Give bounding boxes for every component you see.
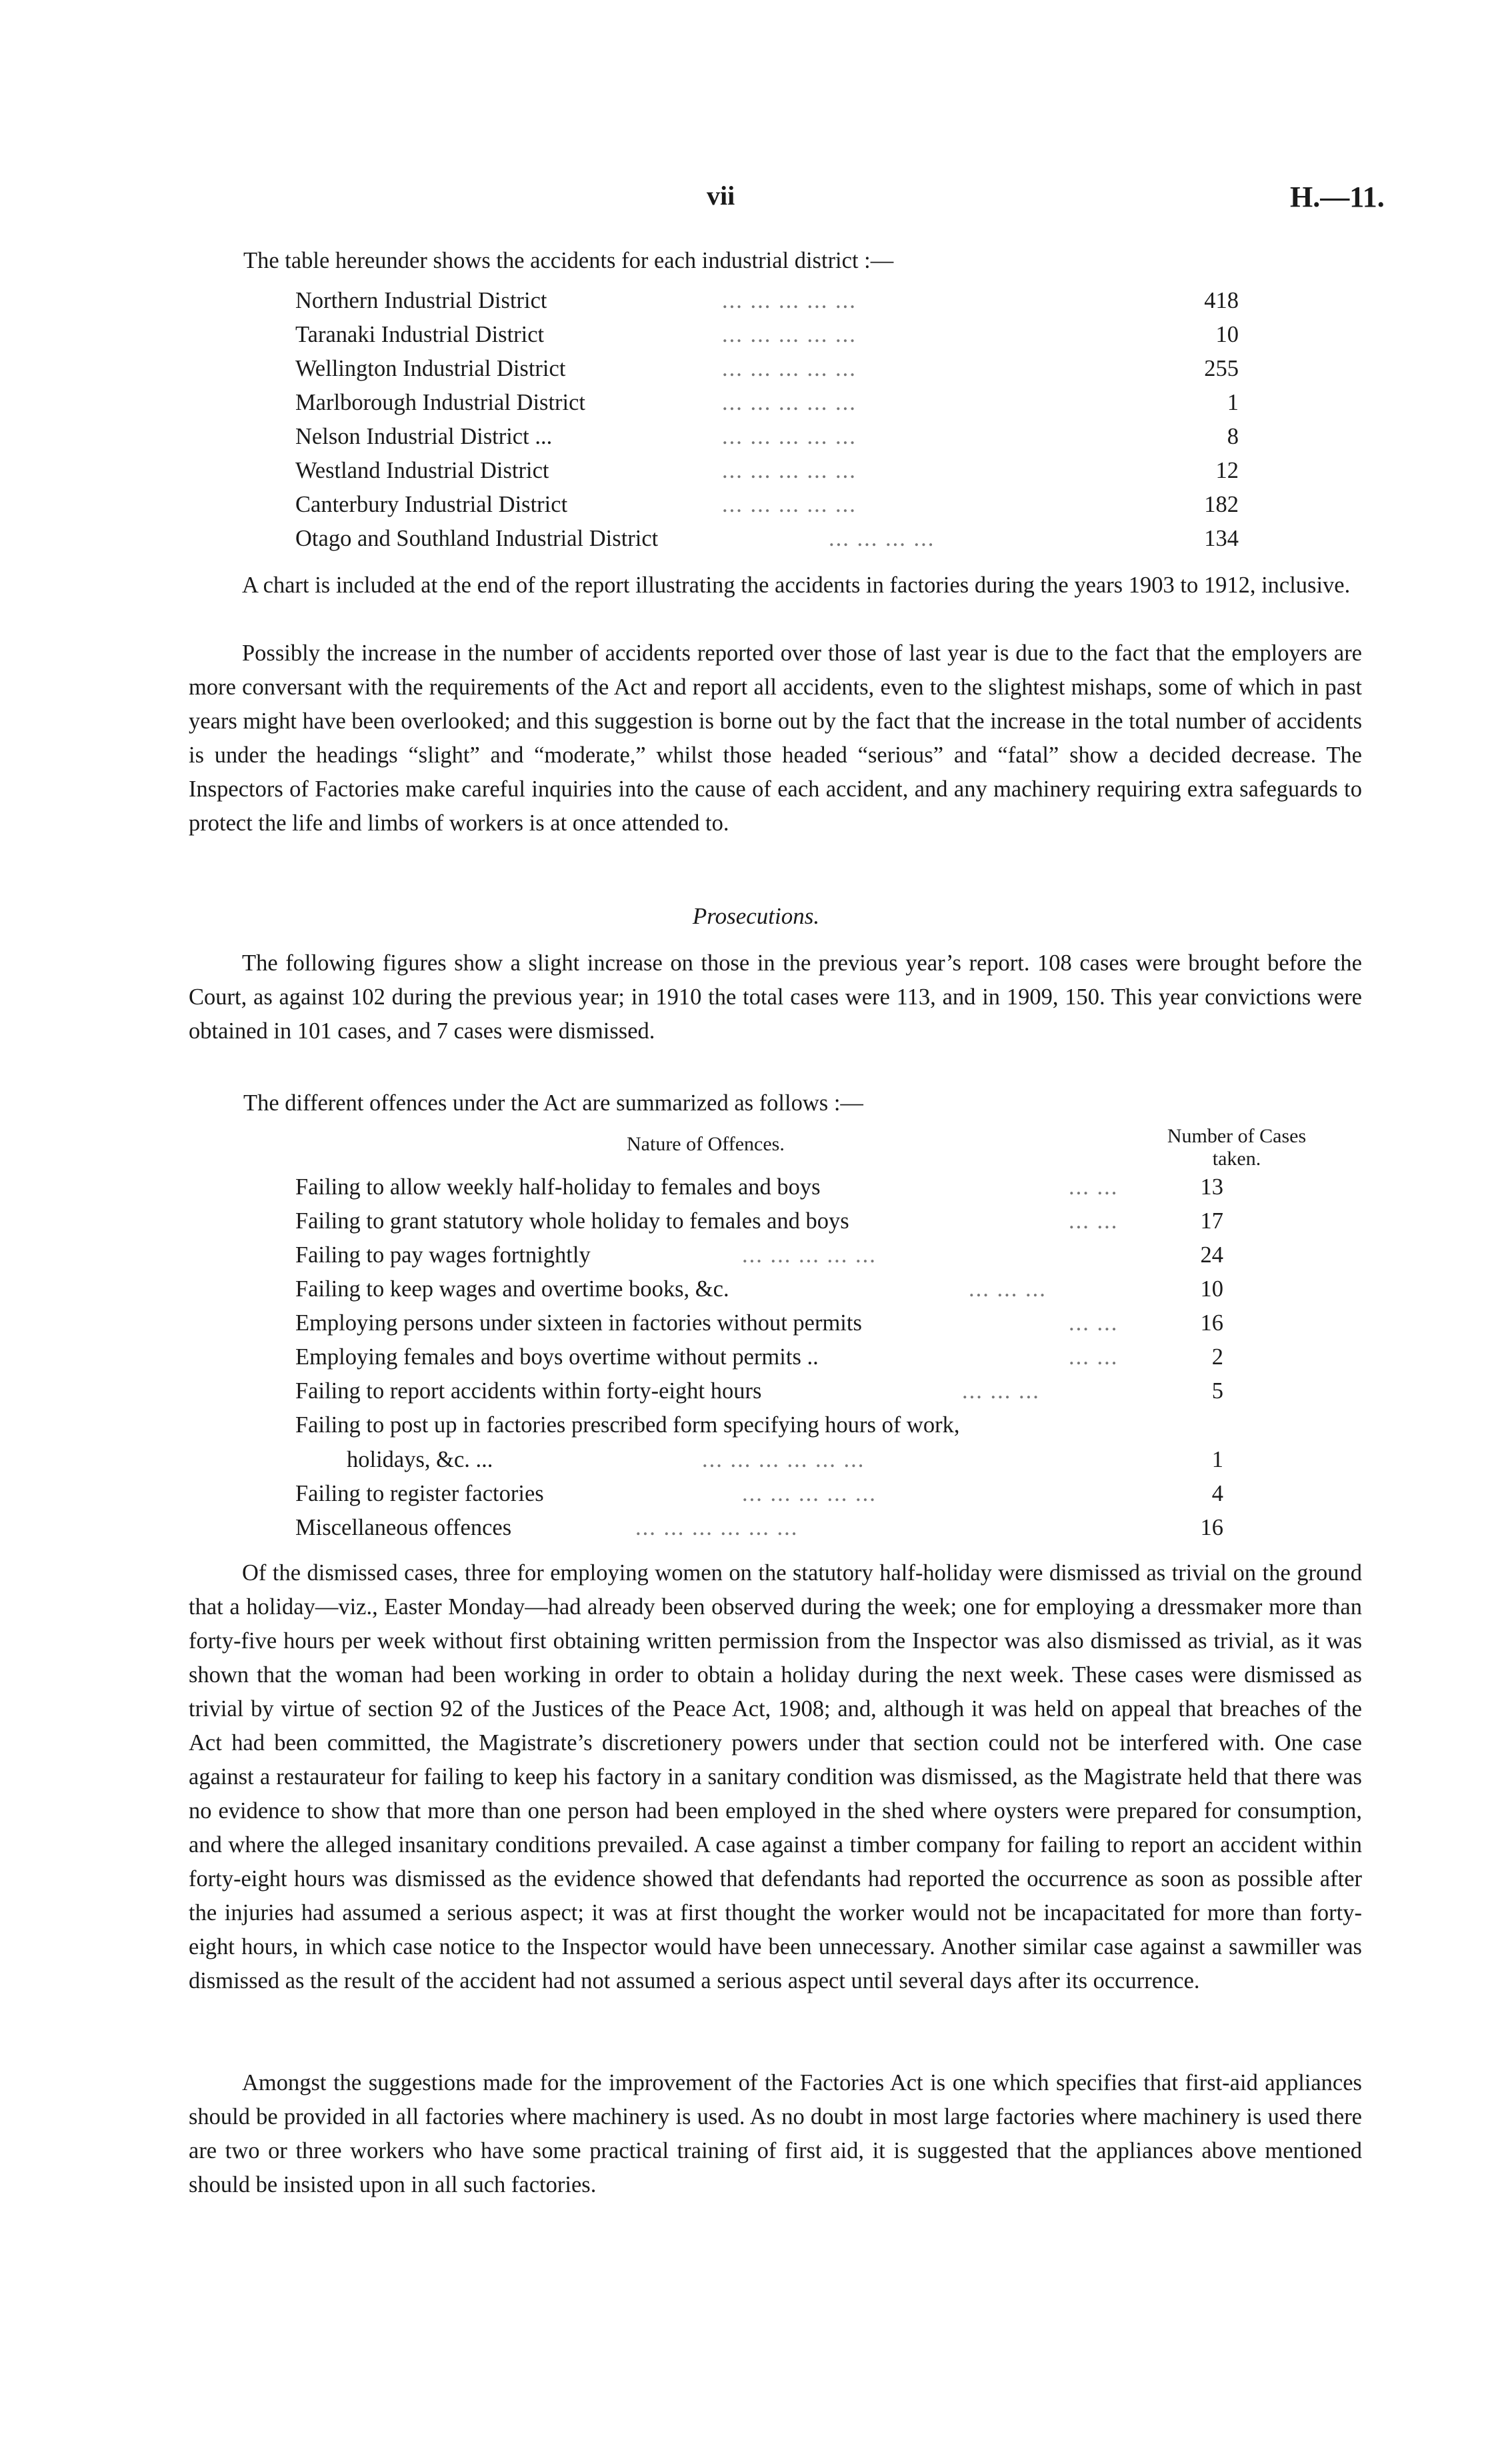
accident-count: 255 bbox=[1204, 356, 1239, 381]
accident-count: 12 bbox=[1215, 458, 1239, 483]
case-count: 24 bbox=[1200, 1242, 1223, 1268]
table-row: Taranaki Industrial District ... ... ... ... ... 10 bbox=[295, 318, 1362, 352]
table-row: Failing to pay wages fortnightly ... ... ... ... ... 24 bbox=[295, 1238, 1362, 1272]
case-count: 10 bbox=[1200, 1276, 1223, 1302]
page-number: vii bbox=[707, 181, 735, 211]
case-count: 16 bbox=[1200, 1515, 1223, 1540]
table-row: Marlborough Industrial District ... ... ... ... ... 1 bbox=[295, 386, 1362, 420]
case-count: 2 bbox=[1211, 1344, 1223, 1370]
table-row: Canterbury Industrial District ... ... ... ... ... 182 bbox=[295, 488, 1362, 522]
table-row: Failing to grant statutory whole holiday to females and boys ... ... 17 bbox=[295, 1204, 1362, 1238]
offence-name: Employing persons under sixteen in factories without permits bbox=[295, 1310, 862, 1336]
offence-name: Miscellaneous offences bbox=[295, 1515, 512, 1540]
offences-intro: The different offences under the Act are summarized as follows :— bbox=[243, 1090, 863, 1116]
district-name: Nelson Industrial District ... bbox=[295, 424, 553, 449]
offence-name: Failing to post up in factories prescribed form specifying hours of work, bbox=[295, 1412, 960, 1438]
table-row: Northern Industrial District ... ... ... ... ... 418 bbox=[295, 284, 1362, 318]
accident-count: 134 bbox=[1204, 526, 1239, 551]
case-count: 5 bbox=[1211, 1378, 1223, 1404]
district-name: Northern Industrial District bbox=[295, 288, 547, 313]
district-name: Canterbury Industrial District bbox=[295, 492, 568, 517]
offence-name: Failing to pay wages fortnightly bbox=[295, 1242, 591, 1268]
table-row: Failing to register factories ... ... ... ... ... 4 bbox=[295, 1477, 1362, 1511]
accident-count: 182 bbox=[1204, 492, 1239, 517]
case-count: 13 bbox=[1200, 1174, 1223, 1200]
table-row: Failing to keep wages and overtime books, &c. ... ... ... 10 bbox=[295, 1272, 1362, 1306]
table-row: Wellington Industrial District ... ... ... ... ... 255 bbox=[295, 352, 1362, 386]
accident-count: 8 bbox=[1227, 424, 1239, 449]
table-row: Otago and Southland Industrial District ... ... ... ... 134 bbox=[295, 522, 1362, 556]
table-row bbox=[295, 1408, 1362, 1442]
table-row: Miscellaneous offences ... ... ... ... ... ... 16 bbox=[295, 1511, 1362, 1545]
paragraph-first-aid: Amongst the suggestions made for the improvement of the Factories Act is one which specifies that first-aid appliances should be provided in all factories where machinery is used. As no doubt in most large factories where machinery is used there are two or three workers who have some practical training of first aid, it is suggested that the appliances above mentioned should be insisted upon in all such factories. bbox=[189, 2070, 1362, 2197]
paragraph-prosecutions: The following figures show a slight increase on those in the previous year’s report. 108 cases were brought before the Court, as against 102 during the previous year; in 1910 the total cases were 113, and in 1909, 150. This year convictions were obtained in 101 cases, and 7 cases were dismissed. bbox=[189, 950, 1362, 1044]
paragraph-chart: A chart is included at the end of the report illustrating the accidents in factories during the years 1903 to 1912, inclusive. bbox=[242, 573, 1351, 598]
document-code: H.—11. bbox=[1290, 181, 1385, 213]
accident-count: 418 bbox=[1204, 288, 1239, 313]
district-name: Wellington Industrial District bbox=[295, 356, 566, 381]
district-name: Taranaki Industrial District bbox=[295, 322, 545, 347]
table-row: Nelson Industrial District ... ... ... ... ... ... 8 bbox=[295, 420, 1362, 454]
paragraph-increase: Possibly the increase in the number of accidents reported over those of last year is due to the fact that the employers are more conversant with the requirements of the Act and report all accidents, even to the slightest mishaps, some of which in past years might have been overlooked; and this suggestion is borne out by the fact that the increase in the total number of accidents is under the headings “slight” and “moderate,” whilst those headed “serious” and “fatal” show a decided decrease. The Inspectors of Factories make careful inquiries into the cause of each accident, and any machinery requiring extra safeguards to protect the life and limbs of workers is at once attended to. bbox=[189, 640, 1362, 836]
table-row: Westland Industrial District ... ... ... ... ... 12 bbox=[295, 454, 1362, 488]
table-row: Failing to allow weekly half-holiday to females and boys ... ... 13 bbox=[295, 1170, 1362, 1204]
offence-name: Failing to register factories bbox=[295, 1481, 544, 1506]
offence-name: Employing females and boys overtime without permits .. bbox=[295, 1344, 819, 1370]
district-name: Otago and Southland Industrial District bbox=[295, 526, 659, 551]
column-header-nature: Nature of Offences. bbox=[627, 1133, 785, 1155]
table-row: Employing females and boys overtime without permits .. ... ... 2 bbox=[295, 1340, 1362, 1374]
paragraph-dismissed-cases: Of the dismissed cases, three for employing women on the statutory half-holiday were dismissed as trivial on the ground that a holiday—viz., Easter Monday—had already been observed during the week; one for employing a dressmaker more than forty-five hours per week without first obtaining written permission from the Inspector was also dismissed as trivial, as it was shown that the woman had been working in order to obtain a holiday during the next week. These cases were dismissed as trivial by virtue of section 92 of the Justices of the Peace Act, 1908; and, although it was held on appeal that breaches of the Act had been committed, the Magistrate’s discretionery powers under that section could not be interfered with. One case against a restaurateur for failing to keep his factory in a sanitary condition was dismissed, as the Magistrate held that there was no evidence to show that more than one person had been employed in the shed where oysters were prepared for consumption, and where the alleged insanitary conditions prevailed. A case against a timber company for failing to report an accident within forty-eight hours was dismissed as the evidence showed that defendants had reported the occurrence as soon as possible after the injuries had assumed a serious aspect; it was at first thought the worker would not be incapacitated for more than forty-eight hours, in which case notice to the Inspector would have been unnecessary. Another similar case against a sawmiller was dismissed as the result of the accident had not assumed a serious aspect until several days after its occurrence. bbox=[189, 1560, 1362, 1993]
table-row: Failing to report accidents within forty-eight hours ... ... ... 5 bbox=[295, 1374, 1362, 1408]
case-count: 4 bbox=[1211, 1481, 1223, 1506]
column-header-cases: Number of Cases taken. bbox=[1167, 1125, 1307, 1170]
section-heading-prosecutions: Prosecutions. bbox=[692, 903, 820, 929]
offence-name: Failing to grant statutory whole holiday to females and boys bbox=[295, 1208, 849, 1234]
table-row: Employing persons under sixteen in factories without permits ... ... 16 bbox=[295, 1306, 1362, 1340]
offence-name: Failing to allow weekly half-holiday to females and boys bbox=[295, 1174, 821, 1200]
district-name: Westland Industrial District bbox=[295, 458, 549, 483]
table-row: ... ... ... ... ... ... 1 bbox=[295, 1443, 1362, 1477]
case-count: 17 bbox=[1200, 1208, 1223, 1234]
case-count: 1 bbox=[1211, 1447, 1223, 1472]
offence-name-continued: holidays, &c. ... bbox=[347, 1447, 493, 1472]
district-name: Marlborough Industrial District bbox=[295, 390, 586, 415]
district-intro: The table hereunder shows the accidents for each industrial district :— bbox=[243, 248, 894, 273]
accident-count: 10 bbox=[1215, 322, 1239, 347]
offence-name: Failing to report accidents within forty-eight hours bbox=[295, 1378, 762, 1404]
case-count: 16 bbox=[1200, 1310, 1223, 1336]
offence-name: Failing to keep wages and overtime books, &c. bbox=[295, 1276, 729, 1302]
accident-count: 1 bbox=[1227, 390, 1239, 415]
